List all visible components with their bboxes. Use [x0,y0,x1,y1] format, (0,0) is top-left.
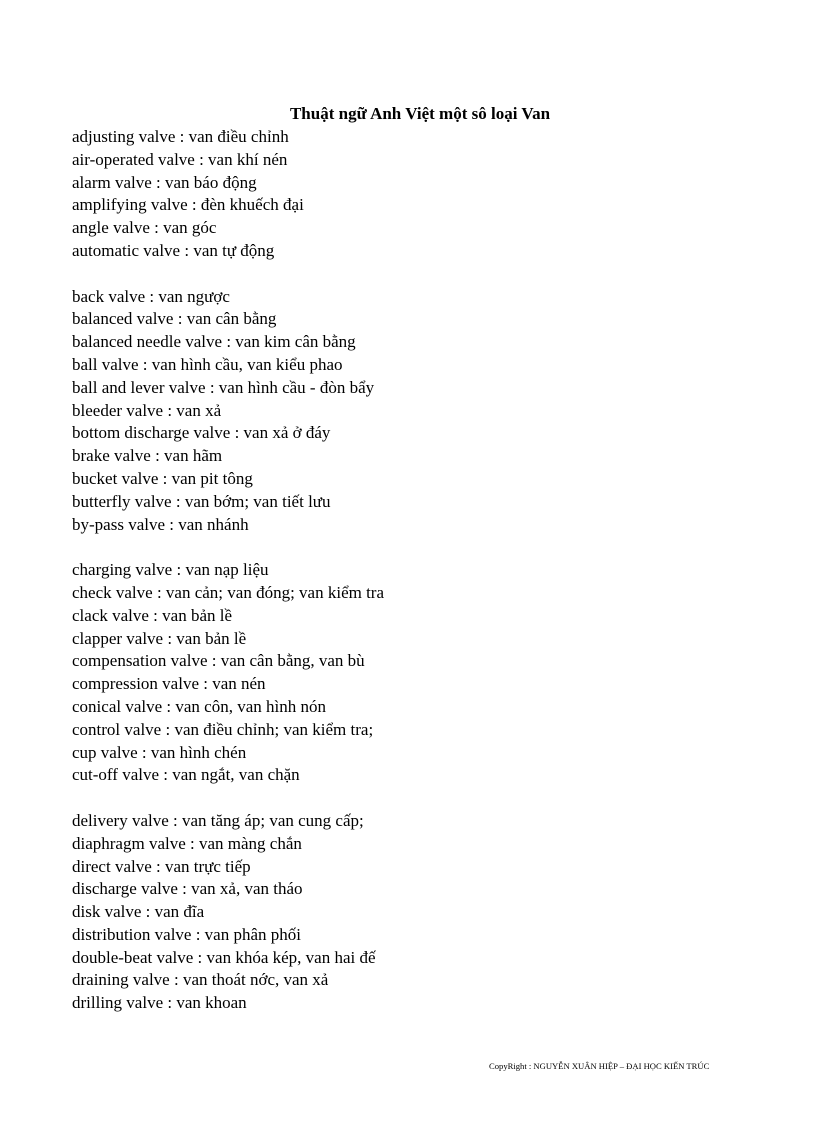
glossary-entry: distribution valve : van phân phối [72,924,301,944]
glossary-entry: control valve : van điều chỉnh; van kiểm tra; [72,719,374,739]
glossary-entry: double-beat valve : van khóa kép, van hai đế [72,947,376,967]
glossary-entry: clack valve : van bản lề [72,605,233,625]
glossary-entry: draining valve : van thoát nớc, van xả [72,970,329,990]
glossary-entry: back valve : van ngược [72,286,230,306]
glossary-entry: drilling valve : van khoan [72,993,247,1013]
glossary-entry: adjusting valve : van điều chỉnh [72,127,289,146]
glossary-entry: discharge valve : van xả, van tháo [72,879,303,899]
glossary-entry: balanced valve : van cân bằng [72,309,277,329]
glossary-entry: amplifying valve : đèn khuếch đại [72,195,304,215]
glossary-group-b [72,286,772,537]
copyright-footer: CopyRight : NGUYỄN XUÂN HIỆP – ĐẠI HỌC KIẾN TRÚC [489,1061,710,1071]
page-title: Thuật ngữ Anh Việt một sô loại Van [289,104,551,123]
glossary-group-d [72,810,772,1015]
glossary-entry: balanced needle valve : van kim cân bằng [72,332,356,352]
glossary-entry: charging valve : van nạp liệu [72,560,269,580]
glossary-entry: angle valve : van góc [72,218,217,238]
glossary-entry: cut-off valve : van ngắt, van chặn [72,765,300,785]
glossary-entry: direct valve : van trực tiếp [72,856,251,876]
glossary-entry: bleeder valve : van xả [72,400,222,420]
glossary-entry: alarm valve : van báo động [72,172,257,192]
glossary-entry: clapper valve : van bản lề [72,628,247,648]
glossary-entry: by-pass valve : van nhánh [72,514,249,534]
glossary-entry: disk valve : van đĩa [72,902,205,922]
glossary-entry: bottom discharge valve : van xả ở đáy [72,423,331,443]
glossary-entry: check valve : van cản; van đóng; van kiểm tra [72,582,385,602]
glossary-entry: compression valve : van nén [72,674,266,694]
glossary-group-c [72,559,772,787]
glossary-entry: butterfly valve : van bớm; van tiết lưu [72,491,331,511]
glossary-entry: automatic valve : van tự động [72,240,275,260]
glossary-entry: bucket valve : van pit tông [72,468,253,488]
glossary-content [72,126,772,1038]
glossary-entry: air-operated valve : van khí nén [72,149,288,169]
glossary-entry: diaphragm valve : van màng chắn [72,833,302,853]
glossary-entry: brake valve : van hãm [72,446,223,466]
glossary-entry: ball valve : van hình cầu, van kiểu phao [72,354,343,374]
glossary-entry: cup valve : van hình chén [72,742,247,762]
glossary-entry: delivery valve : van tăng áp; van cung cấp; [72,810,364,830]
glossary-group-a [72,126,772,263]
glossary-entry: conical valve : van côn, van hình nón [72,696,326,716]
glossary-entry: ball and lever valve : van hình cầu - đòn bẩy [72,377,375,397]
glossary-entry: compensation valve : van cân bằng, van bù [72,651,365,671]
